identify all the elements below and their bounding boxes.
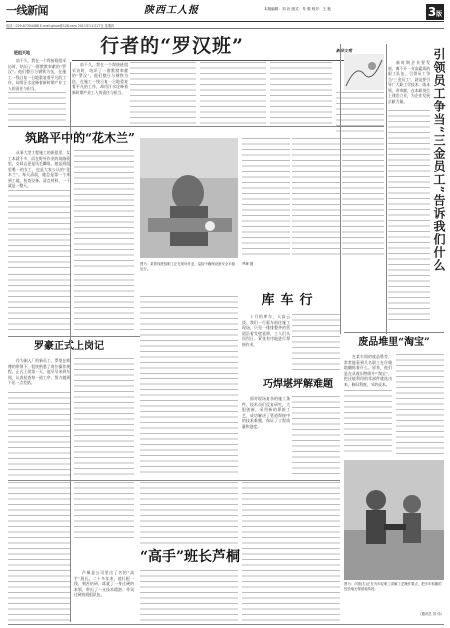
right-article: 新时期企业要发展，离不开一支高素质的职工队伍。引领员工争当“三金员工”，就是要引导广大职工学技术、练本领、讲奉献，在本职岗位上建功立业，为企业发展贡献力量。 (388, 60, 430, 104)
text-filler (8, 482, 70, 622)
text-filler (270, 62, 332, 126)
text-filler (140, 570, 238, 622)
photo-caption-left: 图为：某管线班组职工正在现场作业，巡检中确保设备安全平稳运行。 (140, 262, 235, 271)
text-filler (74, 358, 134, 478)
text-filler (140, 296, 238, 374)
intro-column: 前不久，我在一个焊接班组采访时，结识了一群默默奉献的“罗汉”。他们整日与钢铁为伍，在施工一线日复一日地重复着平凡的工作，却用汗水诠释着新时期产业工人的责任与担当。 (8, 58, 66, 91)
bottom-credit: （通讯员 刘 伟） (418, 612, 444, 616)
qiao-col1: 面对现场复杂的施工条件，技术员们反复研究，大胆创新，采用新的焊接工艺，成功解决了管道焊接中的技术难题，保证了工程质量和进度。 (242, 396, 290, 429)
text-filler (140, 482, 238, 544)
text-filler (342, 138, 384, 258)
column-divider (70, 62, 71, 622)
gaoshou-headline: “高手”班长芦桐 (139, 549, 241, 565)
gaoshou-col1: 芦桐是公司里出了名的“高手”班长。二十多年来，他扎根一线，刻苦钻研，练就了一身过硬的本领，带出了一支技术精湛、作风过硬的班组队伍。 (74, 570, 134, 597)
masthead (6, 4, 444, 22)
chef-headline: 筑路平中的“花木兰” (25, 131, 135, 145)
worker-photo (140, 138, 238, 258)
box-label-left: 班组天地 (14, 50, 30, 55)
vertical-headline: 引领员工争当“三金员工”告诉我们什么 (432, 48, 446, 272)
page-number: 3版 (427, 5, 443, 19)
main-headline: 行者的“罗汉班” (100, 35, 244, 57)
kuche-col1: 十月的库车，天高云淡。我们一行驱车前往施工现场，只见一排排整齐的管道沿着戈壁延伸，工人们头顶烈日，紧张有序地进行焊接作业。 (242, 314, 290, 347)
luo-col1: 作为刚入厂的新员工，罗豪在师傅的带领下，很快熟悉了岗位操作规程。正式上岗第一天，他早早来到车间，认真检查每一道工序，努力做到不出一点差错。 (8, 358, 70, 385)
text-filler (8, 92, 66, 122)
text-filler (344, 390, 392, 454)
qiao-headline: 巧焊堪坪解难题 (263, 379, 333, 390)
photo-credit: 罗峰 摄 (242, 262, 254, 266)
text-filler (388, 110, 430, 320)
text-filler (74, 274, 134, 334)
class-leader-photo (344, 460, 444, 580)
text-filler (74, 482, 134, 542)
kuche-headline: 库车行 (261, 293, 319, 308)
section-title: 一线新闻 (6, 4, 48, 17)
section-divider (8, 126, 384, 127)
tao-col1: 在某车间的废品堆旁，常常能看到几名职工在仔细地翻拣着什么。原来，他们是在从废旧物资中“淘宝”，把还能利用的零部件挑选出来，修旧利废，节约成本。 (344, 354, 392, 387)
text-filler (292, 138, 340, 258)
contact-bar: 电话：029-87354488 E-mail:ghxw@126.com 2011年11月17日 星期四 (6, 23, 444, 29)
text-filler (130, 62, 196, 126)
text-filler (200, 62, 266, 126)
section-divider (8, 480, 340, 481)
text-filler (396, 354, 444, 454)
column-divider (340, 44, 341, 334)
headline-rule (72, 60, 378, 61)
newspaper-logo: 陕西工人报 (144, 5, 199, 16)
text-filler (8, 190, 70, 270)
decor-illustration (344, 54, 384, 90)
text-filler (292, 396, 340, 476)
right-column-label: 新华文苑 (336, 48, 352, 53)
headline-article-col1: 前不久，我在一个焊接班组采访时，结识了一群默默奉献的“罗汉”。他们整日与钢铁为伍，在施工一线日复一日地重复着平凡的工作，却用汗水诠释着新时期产业工人的责任与担当。 (72, 62, 128, 95)
column-divider (386, 44, 387, 334)
section-divider (344, 332, 444, 333)
text-filler (140, 378, 238, 476)
page-bottom-rule (8, 624, 444, 625)
chef-col1: 从事大型工程施工的班组里，女工本就不多，而在野外作业的筑路班里，女同志更是凤毛麟角。她是班组里唯一的女工，也是大家公认的“花木兰”。每天清晨，她总是第一个来到工地，检查设备、清点材料，一干就是一整天。 (8, 150, 70, 188)
text-filler (74, 150, 134, 270)
photo-caption-bottom: 图为：卢刚(右)正在为年轻职工讲解工艺操作要点，把多年积累的经验毫无保留地传授。 (344, 582, 442, 591)
tao-headline: 废品堆里“淘宝” (358, 337, 430, 348)
text-filler (8, 274, 70, 334)
text-filler (292, 314, 340, 374)
editor-info: 本版编辑：刘 岩 版式：朱 强 校对：王 艳 (264, 7, 331, 11)
luo-headline: 罗豪正式上岗记 (34, 341, 104, 352)
text-filler (242, 138, 290, 258)
section-divider (8, 336, 140, 337)
text-filler (242, 482, 340, 622)
text-filler (8, 392, 70, 478)
